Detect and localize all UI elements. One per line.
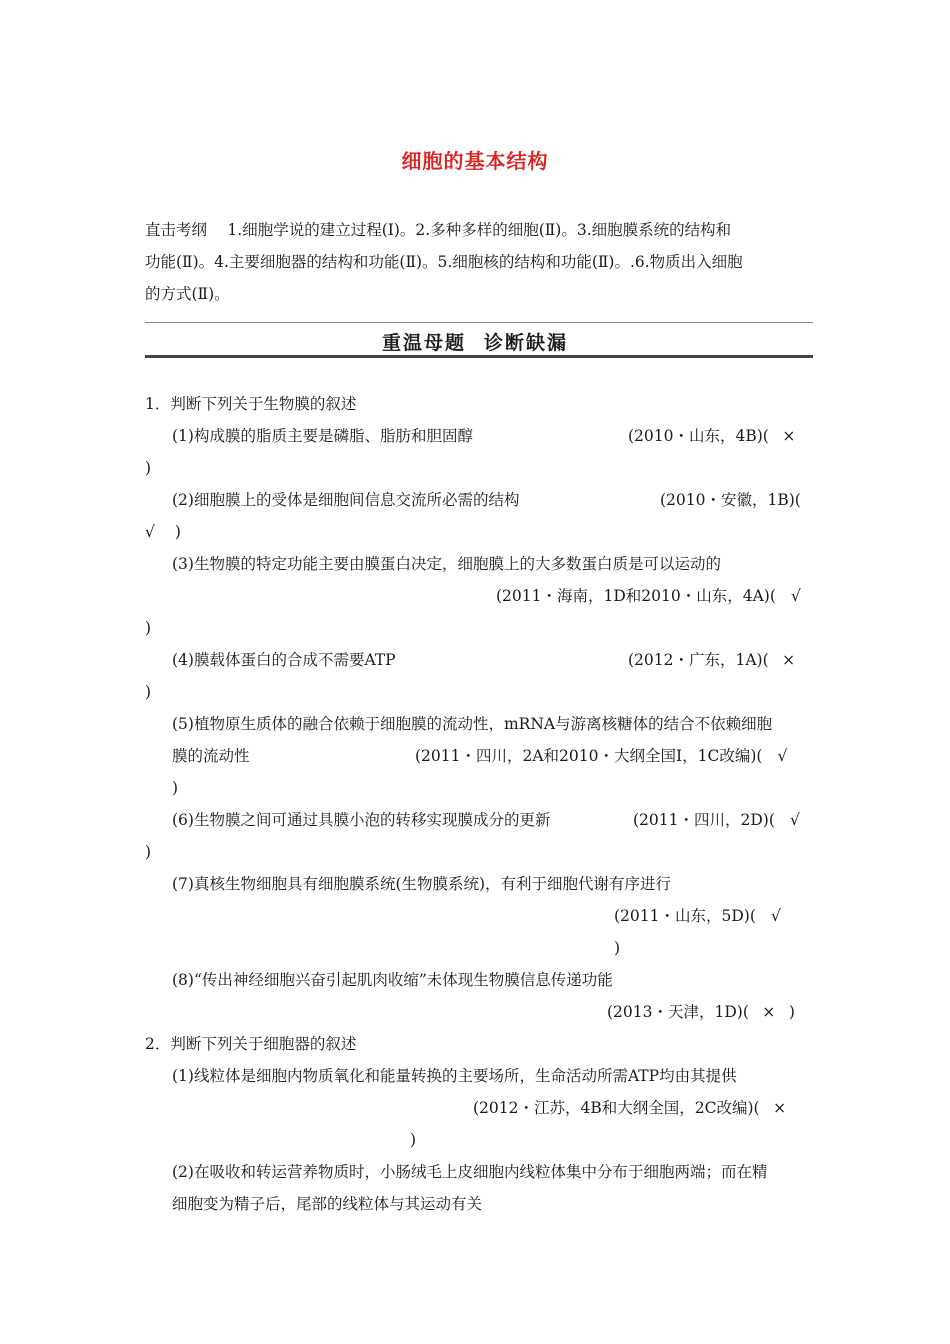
banner-right-text: 诊断缺漏 — [484, 332, 569, 354]
source-citation: (2013・天津，1D)( — [607, 1003, 749, 1021]
source-citation: (2012・广东，1A)( — [628, 651, 769, 669]
statement-text: (4)膜载体蛋白的合成不需要ATP — [172, 651, 396, 669]
statement-source — [628, 650, 809, 670]
close-paren: ) — [614, 939, 621, 957]
statement-text: (2)细胞膜上的受体是细胞间信息交流所必需的结构 — [172, 491, 520, 509]
statement-source — [607, 1002, 795, 1022]
close-paren: ) — [145, 683, 152, 701]
statement-text: (7)真核生物细胞具有细胞膜系统(生物膜系统)，有利于细胞代谢有序进行 — [172, 875, 672, 893]
banner-top-rule — [145, 322, 813, 323]
statement-source — [415, 746, 802, 766]
statement-source — [614, 906, 796, 926]
source-citation: (2010・山东，4B)( — [628, 427, 769, 445]
source-citation: (2011・海南，1D和2010・山东，4A)( — [496, 587, 776, 605]
question-heading: 1．判断下列关于生物膜的叙述 — [145, 395, 357, 413]
statement-source — [496, 586, 816, 606]
statement-text: (6)生物膜之间可通过具膜小泡的转移实现膜成分的更新 — [172, 811, 551, 829]
answer-mark: √ — [770, 907, 781, 925]
close-paren: ) — [145, 619, 152, 637]
close-paren: ) — [172, 779, 179, 797]
statement-text: (1)构成膜的脂质主要是磷脂、脂肪和胆固醇 — [172, 427, 473, 445]
source-citation: (2011・四川，2A和2010・大纲全国Ⅰ，1C改编)( — [415, 747, 763, 765]
close-paren: ) — [174, 523, 181, 541]
close-paren: ) — [145, 843, 152, 861]
close-paren: ) — [145, 459, 152, 477]
statement-text: (8)“传出神经细胞兴奋引起肌肉收缩”未体现生物膜信息传递功能 — [172, 971, 613, 989]
exam-outline — [145, 214, 810, 310]
statement-text-continued: 细胞变为精子后，尾部的线粒体与其运动有关 — [172, 1195, 483, 1213]
answer-mark: √ — [777, 747, 788, 765]
exam-outline-line: 功能(Ⅱ)。4.主要细胞器的结构和功能(Ⅱ)。5.细胞核的结构和功能(Ⅱ)。.6.物质出入细胞 — [145, 253, 743, 271]
source-citation: (2012・江苏，4B和大纲全国，2C改编)( — [473, 1099, 760, 1117]
answer-mark: × — [782, 651, 796, 669]
section-banner — [0, 328, 950, 355]
answer-mark: × — [762, 1003, 776, 1021]
answer-mark: √ — [790, 587, 801, 605]
statement-source — [473, 1098, 800, 1118]
statement-source — [633, 810, 815, 830]
answer-mark: × — [782, 427, 796, 445]
statement-text: (1)线粒体是细胞内物质氧化和能量转换的主要场所，生命活动所需ATP均由其提供 — [172, 1067, 737, 1085]
page-title: 细胞的基本结构 — [401, 149, 549, 173]
exam-outline-line: 直击考纲 1.细胞学说的建立过程(Ⅰ)。2.多种多样的细胞(Ⅱ)。3.细胞膜系统的结构和 — [145, 221, 732, 239]
exam-outline-line: 的方式(Ⅱ)。 — [145, 285, 230, 303]
statement-text: (5)植物原生质体的融合依赖于细胞膜的流动性，mRNA与游离核糖体的结合不依赖细胞 — [172, 715, 773, 733]
answer-mark: × — [773, 1099, 787, 1117]
statement-text-continued: 膜的流动性 — [172, 747, 250, 765]
close-paren: ) — [788, 1003, 795, 1021]
banner-left-text: 重温母题 — [381, 332, 466, 354]
answer-mark: √ — [789, 811, 800, 829]
answer-mark: √ — [145, 523, 155, 541]
statement-source — [628, 426, 809, 446]
banner-bottom-rule — [145, 355, 813, 358]
source-citation: (2011・四川，2D)( — [633, 811, 775, 829]
statement-text: (2)在吸收和转运营养物质时，小肠绒毛上皮细胞内线粒体集中分布于细胞两端；而在精 — [172, 1163, 768, 1181]
question-heading: 2．判断下列关于细胞器的叙述 — [145, 1035, 357, 1053]
statement-source: (2010・安徽，1B)( — [660, 491, 801, 509]
statement-text: (3)生物膜的特定功能主要由膜蛋白决定，细胞膜上的大多数蛋白质是可以运动的 — [172, 555, 721, 573]
close-paren: ) — [410, 1131, 417, 1149]
answer-line — [145, 522, 181, 542]
source-citation: (2011・山东，5D)( — [614, 907, 756, 925]
